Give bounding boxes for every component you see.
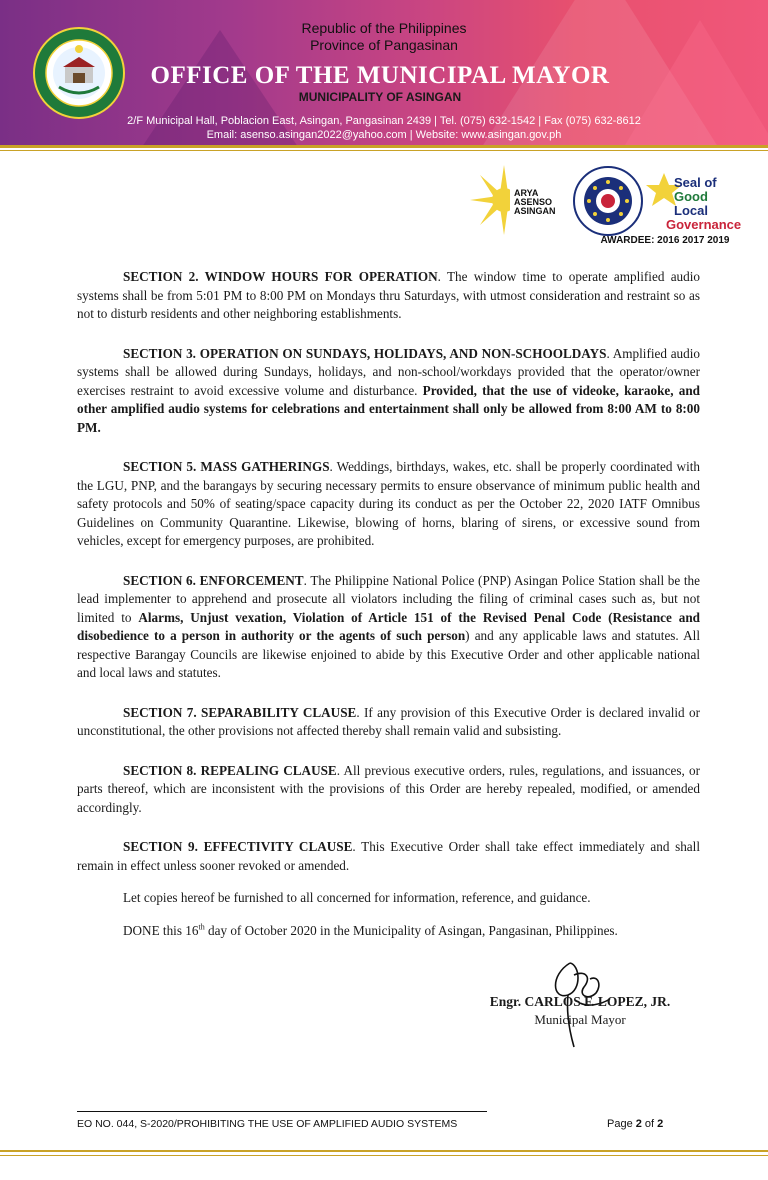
section-9-paragraph xyxy=(77,838,700,875)
section-heading: SECTION 2. WINDOW HOURS FOR OPERATION xyxy=(123,269,438,284)
section-8-paragraph xyxy=(77,762,700,818)
section-text: . The window time to operate amplified audio systems shall be from 5:01 PM to 8:00 PM on Mondays thru Saturdays, with utmost consideration and restraint so as not to disturb residents and other neighboring establishments. xyxy=(77,269,700,321)
centennial-seal-logo xyxy=(574,167,642,235)
done-text: DONE this 16 xyxy=(123,922,199,938)
address-line: 2/F Municipal Hall, Poblacion East, Asingan, Pangasinan 2439 | Tel. (075) 632-1542 | Fax (075) 632-8612 xyxy=(127,115,641,127)
page-number xyxy=(607,1118,663,1130)
footer-rule xyxy=(77,1111,487,1112)
section-text: . This Executive Order shall take effect immediately and shall remain in effect unless sooner revoked or amended. xyxy=(77,839,700,873)
section-heading: SECTION 7. SEPARABILITY CLAUSE xyxy=(123,704,357,720)
page-label: Page xyxy=(607,1118,636,1130)
government-heading xyxy=(0,20,768,54)
section-text: . If any provision of this Executive Order is declared invalid or unconstitutional, the other provisions not affected thereby shall remain valid and subsisting. xyxy=(77,704,700,738)
proviso-text: Provided, that the use of videoke, karaoke, and other amplified audio systems for celebrations and entertainment shall only be allowed from 8:00 AM to 8:00 PM. xyxy=(77,382,700,435)
logo1-line: ASENSO xyxy=(514,197,553,207)
section-heading: SECTION 3. OPERATION ON SUNDAYS, HOLIDAYS, AND NON-SCHOOLDAYS xyxy=(123,345,607,361)
arya-asenso-asingan-logo xyxy=(470,165,562,235)
section-text: ) and any applicable laws and statutes. All respective Barangay Councils are likewise enjoined to abide by this Executive Order and other applicable national and local laws and statutes. xyxy=(77,628,700,680)
contact-block xyxy=(0,114,768,142)
copies-paragraph: Let copies hereof be furnished to all concerned for information, reference, and guidance. xyxy=(123,890,591,905)
signatory-name: Engr. CARLOS F. LOPEZ, JR. xyxy=(489,994,671,1009)
done-paragraph xyxy=(77,922,700,941)
executive-order-body xyxy=(77,268,700,961)
section-6-paragraph xyxy=(77,572,700,683)
header-divider xyxy=(0,150,768,151)
section-7-paragraph xyxy=(77,704,700,741)
section-text: . Weddings, birthdays, wakes, etc. shall be properly coordinated with the LGU, PNP, and the barangays by securing necessary permits to ensure observance of minimum public health and safety protocols and 50% of seating/space capacity during its conduct as per the October 22, 2020 IATF Omnibus Guidelines on Community Quarantine. Likewise, blowing of horns, blaring of sirens, or excessive sound from vehicles, except for emergency purposes, are prohibited. xyxy=(77,459,700,548)
section-text: . The Philippine National Police (PNP) Asingan Police Station shall be the lead implementer to apprehend and prosecute all violators including the filing of criminal cases such as, but not limited to xyxy=(77,572,700,625)
section-text: . Amplified audio systems shall be allowed during Sundays, holidays, and non-school/workdays provided that the operator/owner exercises restraint to avoid excessive volume and disturbance. xyxy=(77,345,700,398)
section-heading: SECTION 9. EFFECTIVITY CLAUSE xyxy=(123,839,353,854)
footer-divider xyxy=(0,1150,768,1152)
header-divider xyxy=(0,145,768,148)
logo3-line: Governance xyxy=(666,217,742,232)
ordinal-suffix: th xyxy=(198,922,205,932)
logo3-line: Seal of xyxy=(674,175,717,190)
section-2-paragraph xyxy=(77,268,700,324)
logo3-line: Local xyxy=(674,203,708,218)
section-heading: SECTION 6. ENFORCEMENT xyxy=(123,572,304,588)
province-line: Province of Pangasinan xyxy=(310,37,458,53)
footer-divider xyxy=(0,1155,768,1156)
logo1-line: ASINGAN xyxy=(514,206,556,216)
seal-of-good-local-governance-logo xyxy=(646,173,741,232)
page-total: 2 xyxy=(657,1118,664,1130)
letterhead-banner xyxy=(0,0,768,145)
republic-line: Republic of the Philippines xyxy=(301,20,467,36)
municipality-title: MUNICIPALITY OF ASINGAN xyxy=(298,90,462,104)
award-caption: AWARDEE: 2016 2017 2019 xyxy=(600,235,730,246)
page-current: 2 xyxy=(635,1118,642,1130)
logo1-line: ARYA xyxy=(514,188,539,198)
office-title: OFFICE OF THE MUNICIPAL MAYOR xyxy=(150,62,610,89)
page-label: of xyxy=(641,1118,658,1130)
logo3-line: Good xyxy=(674,189,708,204)
section-heading: SECTION 5. MASS GATHERINGS xyxy=(123,459,330,474)
email-website-line: Email: asenso.asingan2022@yahoo.com | Website: www.asingan.gov.ph xyxy=(206,129,562,141)
done-text: day of October 2020 in the Municipality of Asingan, Pangasinan, Philippines. xyxy=(204,922,618,938)
section-heading: SECTION 8. REPEALING CLAUSE xyxy=(123,762,337,778)
section-3-paragraph xyxy=(77,345,700,438)
section-5-paragraph xyxy=(77,458,700,551)
section-text: . All previous executive orders, rules, regulations, and issuances, or parts thereof, which are inconsistent with the provisions of this Order are hereby repealed, modified, or amended accordingly. xyxy=(77,762,700,815)
footer-document-reference: EO NO. 044, S-2020/PROHIBITING THE USE OF AMPLIFIED AUDIO SYSTEMS xyxy=(77,1118,458,1130)
offenses-text: Alarms, Unjust vexation, Violation of Article 151 of the Revised Penal Code (Resistance and disobedience to a person in authority or the agents of such person xyxy=(77,609,701,643)
signatory-title: Municipal Mayor xyxy=(534,1012,626,1027)
